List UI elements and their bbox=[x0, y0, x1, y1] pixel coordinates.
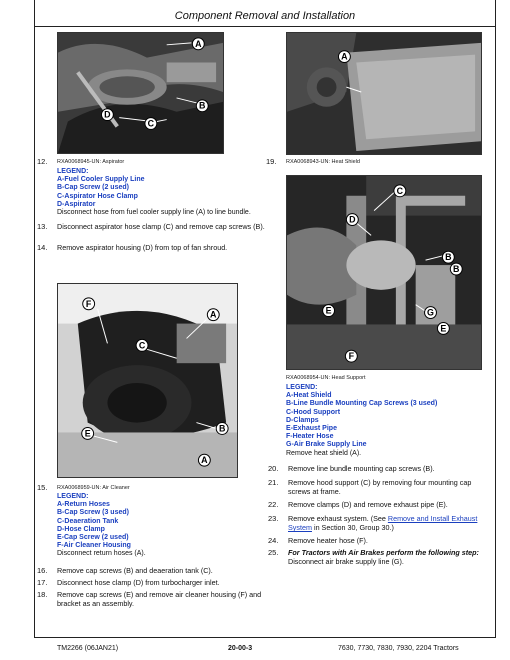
step-number: 20. bbox=[268, 464, 279, 473]
step-text: Disconnect aspirator hose clamp (C) and remove cap screws (B). bbox=[57, 222, 265, 231]
step-text: Remove hood support (C) by removing four mounting cap screws at frame. bbox=[288, 478, 472, 496]
legend-heat-shield bbox=[286, 384, 486, 458]
legend-title: LEGEND: bbox=[57, 493, 89, 500]
step-text: Remove cap screws (B) and deaeration tank (C). bbox=[57, 566, 213, 575]
step-text: Remove aspirator housing (D) from top of fan shroud. bbox=[57, 243, 228, 252]
step-number: 17. bbox=[37, 578, 48, 587]
page-title: Component Removal and Installation bbox=[174, 10, 356, 22]
callout-label: G bbox=[427, 307, 434, 318]
callout-label: A bbox=[210, 309, 217, 320]
legend-item: D-Aspirator bbox=[57, 200, 96, 208]
callout-label: A bbox=[341, 51, 348, 62]
step-number: 15. bbox=[37, 483, 48, 492]
callout-label: D bbox=[104, 109, 111, 120]
callout-label: E bbox=[84, 428, 91, 439]
step-number: 18. bbox=[37, 590, 48, 599]
figure-caption: RXA0068959-UN: Air Cleaner bbox=[57, 485, 130, 491]
legend-item: C-Aspirator Hose Clamp bbox=[57, 192, 138, 200]
footer-page-number: 20-00-3 bbox=[228, 645, 253, 652]
step-text: Disconnect hose clamp (D) from turbocharger inlet. bbox=[57, 578, 220, 587]
legend-item: B-Cap Screw (2 used) bbox=[57, 184, 129, 192]
step-number: 24. bbox=[268, 536, 279, 545]
figure-caption: RXA0068954-UN: Head Support bbox=[286, 375, 366, 381]
callout-label: B bbox=[218, 423, 226, 434]
callout-label: C bbox=[147, 118, 155, 129]
step-number: 21. bbox=[268, 478, 279, 487]
callout-label: F bbox=[348, 351, 355, 362]
step-text bbox=[288, 548, 493, 566]
legend-note: Remove heat shield (A). bbox=[286, 449, 362, 457]
step-number: 12. bbox=[37, 157, 48, 166]
legend-item: A-Fuel Cooler Supply Line bbox=[57, 176, 145, 184]
step-text: Remove line bundle mounting cap screws (B). bbox=[288, 464, 435, 473]
legend-title: LEGEND: bbox=[57, 168, 89, 175]
legend-item: F-Air Cleaner Housing bbox=[57, 542, 131, 550]
legend-item: D-Hose Clamp bbox=[57, 525, 105, 533]
head-support-photo bbox=[286, 175, 482, 370]
step-text: Remove cap screws (E) and remove air cleaner housing (F) and bracket as an assembly. bbox=[57, 590, 262, 608]
callout-label: A bbox=[195, 38, 202, 49]
callout-label: D bbox=[349, 214, 356, 225]
step-emphasis: For Tractors with Air Brakes perform the following step: bbox=[288, 548, 479, 557]
figure-caption: RXA0068945-UN: Aspirator bbox=[57, 159, 125, 165]
step-text: Remove heater hose (F). bbox=[288, 536, 368, 545]
air-cleaner-photo bbox=[57, 283, 238, 478]
aspirator-photo bbox=[57, 32, 224, 154]
heat-shield-photo bbox=[286, 32, 482, 155]
figure-caption: RXA0068943-UN: Heat Shield bbox=[286, 159, 360, 165]
callout-label: F bbox=[85, 298, 92, 309]
legend-item: G-Air Brake Supply Line bbox=[286, 441, 367, 449]
legend-item: B-Line Bundle Mounting Cap Screws (3 used) bbox=[286, 400, 438, 408]
legend-note: Disconnect hose from fuel cooler supply line (A) to line bundle. bbox=[57, 209, 251, 217]
step-number: 22. bbox=[268, 500, 279, 509]
callout-label: E bbox=[440, 323, 447, 334]
step-number: 14. bbox=[37, 243, 48, 252]
footer-models: 7630, 7730, 7830, 7930, 2204 Tractors bbox=[338, 645, 459, 652]
legend-title: LEGEND: bbox=[286, 384, 318, 391]
legend-air-cleaner bbox=[57, 493, 257, 559]
step-number: 16. bbox=[37, 566, 48, 575]
step-text: Remove clamps (D) and remove exhaust pipe (E). bbox=[288, 500, 448, 509]
callout-label: C bbox=[396, 185, 404, 196]
callout-label: E bbox=[325, 305, 332, 316]
legend-note: Disconnect return hoses (A). bbox=[57, 550, 146, 558]
step-number: 25. bbox=[268, 548, 279, 557]
callout-label: A bbox=[201, 455, 208, 466]
callout-label: B bbox=[453, 264, 460, 275]
step-text bbox=[288, 514, 493, 532]
step-number: 23. bbox=[268, 514, 279, 523]
legend-aspirator bbox=[57, 168, 257, 217]
legend-item: B-Cap Screw (3 used) bbox=[57, 509, 129, 517]
step-number: 19. bbox=[266, 157, 277, 166]
step-text-pre: Remove exhaust system. (See bbox=[288, 514, 388, 523]
legend-item: A-Heat Shield bbox=[286, 392, 332, 400]
legend-item: D-Clamps bbox=[286, 416, 319, 424]
callout-label: B bbox=[445, 252, 452, 263]
step-number: 13. bbox=[37, 222, 48, 231]
legend-item: C-Hood Support bbox=[286, 408, 341, 416]
exhaust-system-link[interactable]: Remove and Install Exhaust System bbox=[288, 514, 478, 532]
legend-item: F-Heater Hose bbox=[286, 433, 334, 441]
callout-label: C bbox=[138, 340, 146, 351]
legend-item: A-Return Hoses bbox=[57, 501, 110, 509]
footer-doc-id: TM2266 (06JAN21) bbox=[57, 645, 119, 652]
legend-item: E-Exhaust Pipe bbox=[286, 425, 337, 433]
callout-label: B bbox=[199, 100, 206, 111]
step-text-post: in Section 30, Group 30.) bbox=[311, 523, 394, 532]
legend-item: C-Deaeration Tank bbox=[57, 517, 119, 525]
step-instruction: Disconnect air brake supply line (G). bbox=[288, 557, 404, 566]
legend-item: E-Cap Screw (2 used) bbox=[57, 534, 129, 542]
